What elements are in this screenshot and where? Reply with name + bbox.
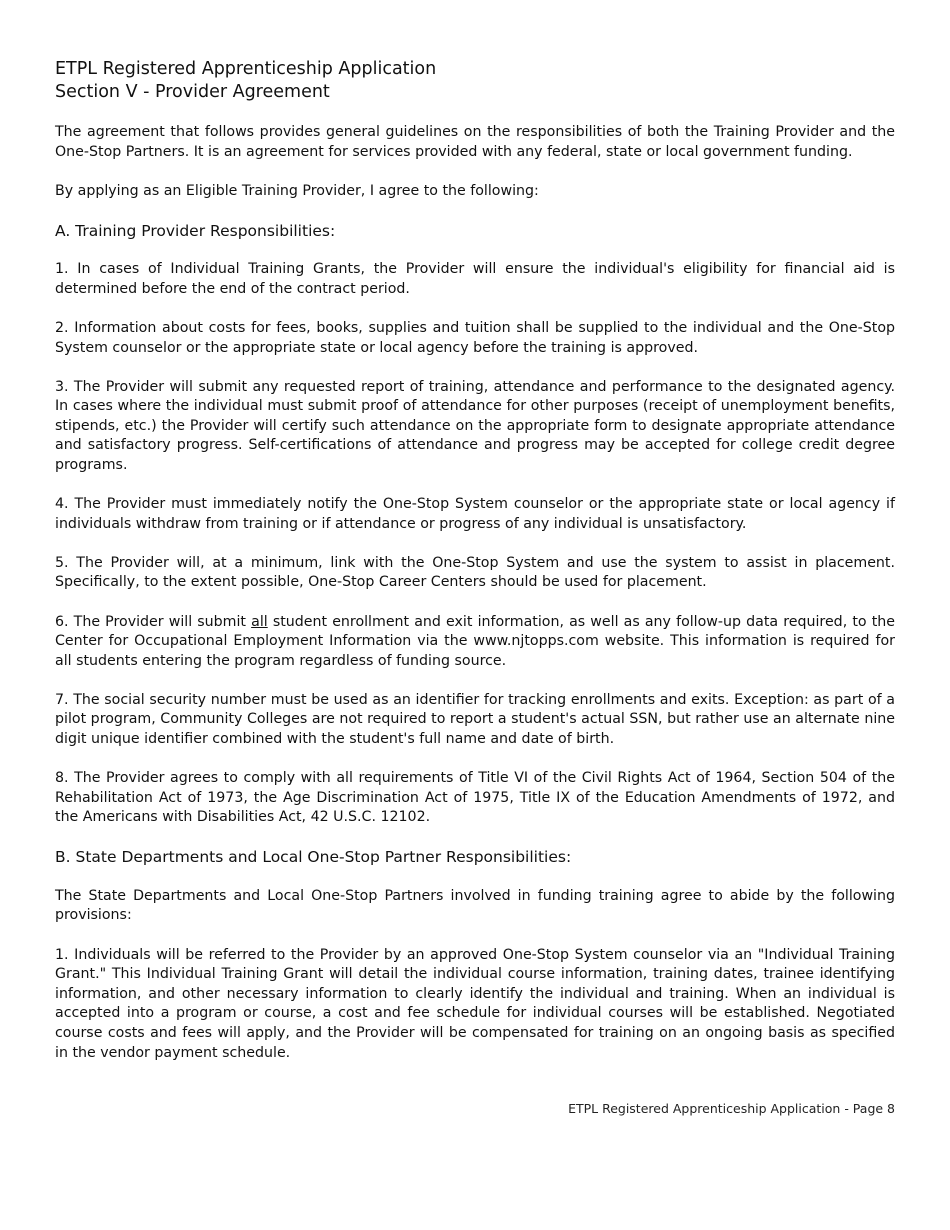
- agreement-statement: By applying as an Eligible Training Provider, I agree to the following:: [55, 182, 539, 199]
- item-6-underlined-all: all: [251, 613, 268, 630]
- document-page: [55, 58, 895, 1063]
- section-a-item-8: 8. The Provider agrees to comply with all requirements of Title VI of the Civil Rights Act of 1964, Section 504 of the Rehabilitation Act of 1973, the Age Discrimination Act of 1975, Title IX of the Education Amendments of 1972, and the Americans with Disabilities Act, 42 U.S.C. 12102.: [55, 770, 895, 826]
- item-6-text-after: student enrollment and exit information, as well as any follow-up data required, to the Center for Occupational Employment Information via the www.njtopps.com website. This information is required for all students entering the program regardless of funding source.: [55, 613, 895, 669]
- section-b-intro: The State Departments and Local One-Stop Partners involved in funding training agree to abide by the following provisions:: [55, 887, 895, 924]
- section-a-item-1: 1. In cases of Individual Training Grants, the Provider will ensure the individual's eligibility for financial aid is determined before the end of the contract period.: [55, 261, 895, 297]
- section-a-item-3: 3. The Provider will submit any requested report of training, attendance and performance to the designated agency. In cases where the individual must submit proof of attendance for other purposes (receipt of unemployment benefits, stipends, etc.) the Provider will certify such attendance on the appropriate form to designate appropriate attendance and satisfactory progress. Self-certifications of attendance and progress may be accepted for college credit degree programs.: [55, 378, 895, 474]
- item-6-text-before: 6. The Provider will submit: [55, 613, 252, 630]
- section-a-item-5: 5. The Provider will, at a minimum, link with the One-Stop System and use the system to assist in placement. Specifically, to the extent possible, One-Stop Career Centers should be used for placement.: [55, 554, 895, 591]
- section-a-heading: A. Training Provider Responsibilities:: [55, 221, 336, 240]
- section-title: Section V - Provider Agreement: [55, 82, 330, 102]
- section-b-heading: B. State Departments and Local One-Stop Partner Responsibilities:: [55, 848, 572, 867]
- intro-paragraph: The agreement that follows provides general guidelines on the responsibilities of both the Training Provider and the One-Stop Partners. It is an agreement for services provided with any federal, state or local government funding.: [55, 124, 895, 160]
- section-a-item-4: 4. The Provider must immediately notify the One-Stop System counselor or the appropriate state or local agency if individuals withdraw from training or if attendance or progress of any individual is unsatisfactory.: [55, 496, 895, 532]
- section-a-item-7: 7. The social security number must be used as an identifier for tracking enrollments and exits. Exception: as part of a pilot program, Community Colleges are not required to report a student's actual SSN, but rather use an alternate nine digit unique identifier combined with the student's full name and date of birth.: [55, 691, 895, 747]
- section-a-item-2: 2. Information about costs for fees, books, supplies and tuition shall be supplied to the individual and the One-Stop System counselor or the appropriate state or local agency before the training is approved.: [55, 319, 895, 356]
- section-a-item-6: [55, 613, 895, 672]
- section-b-item-1: 1. Individuals will be referred to the Provider by an approved One-Stop System counselor via an "Individual Training Grant." This Individual Training Grant will detail the individual course information, training dates, trainee identifying information, and other necessary information to clearly identify the individual and training. When an individual is accepted into a program or course, a cost and fee schedule for individual courses will be established. Negotiated course costs and fees will apply, and the Provider will be compensated for training on an ongoing basis as specified in the vendor payment schedule.: [55, 946, 895, 1061]
- page-footer: ETPL Registered Apprenticeship Application - Page 8: [568, 1101, 895, 1116]
- document-title: ETPL Registered Apprenticeship Application: [55, 59, 437, 79]
